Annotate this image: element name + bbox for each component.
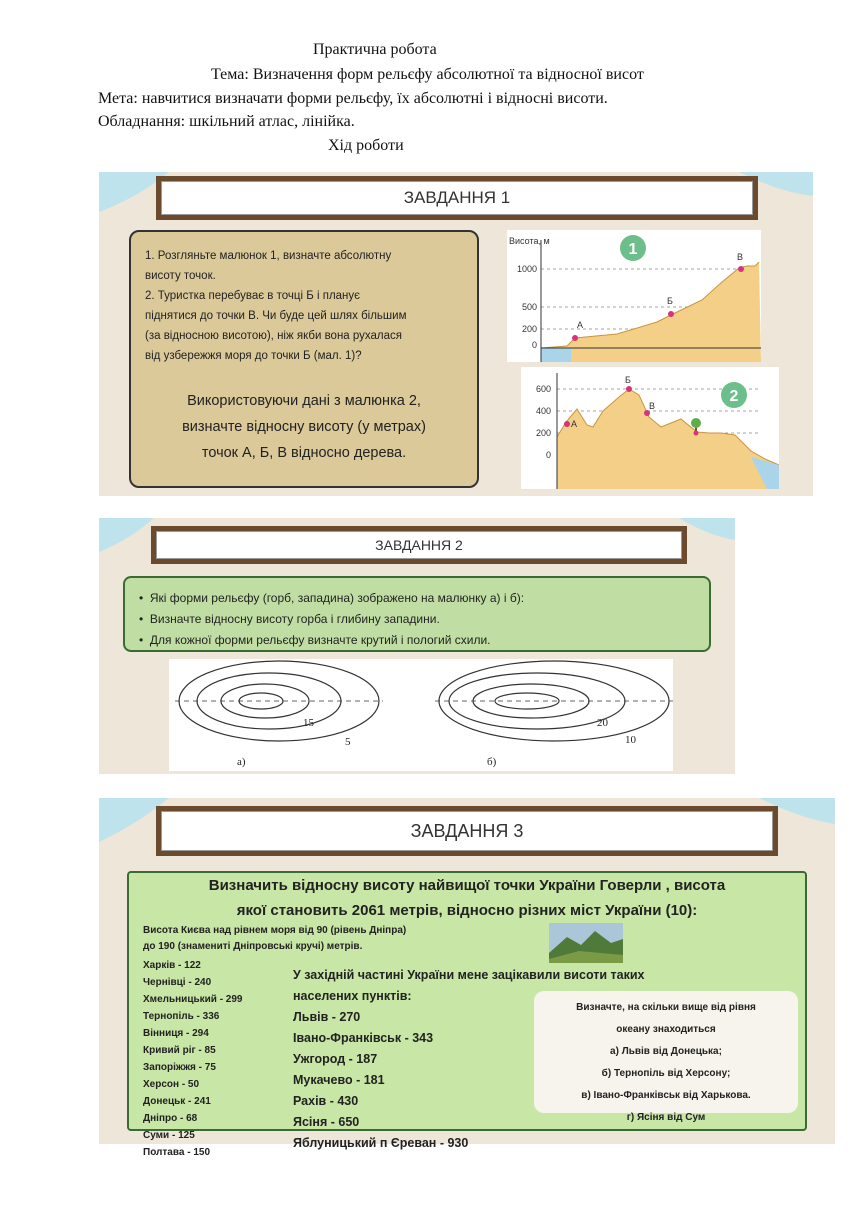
task2-slide [99,518,735,774]
task2-bullet: • Для кожної форми рельєфу визначте крутий і пологий схили. [139,633,491,647]
city-item: Суми - 125 [143,1130,195,1141]
west-item: Івано-Франківськ - 343 [293,1031,434,1045]
task2-title: ЗАВДАННЯ 2 [156,531,682,559]
fig2-tree-point [694,431,699,436]
question-box [534,991,798,1123]
doc-topic: Тема: Визначення форм рельєфу абсолютної та відносної висот [211,66,644,83]
fig2-label: А [571,419,578,429]
question-line: а) Львів від Донецька; [610,1046,722,1057]
task1-line: піднятися до точки В. Чи буде цей шлях більшим [145,310,407,322]
west-item: Рахів - 430 [293,1094,359,1108]
task3-heading: якої становить 2061 метрів, відносно різних міст України (10): [236,902,698,919]
task2-bullet: • Визначте відносну висоту горба і глибину западини. [139,612,440,626]
task3-title-bar [156,806,778,856]
fig2-label: Б [625,375,631,385]
city-item: Херсон - 50 [143,1079,200,1090]
west-item: Мукачево - 181 [293,1073,385,1087]
task1-line: від узбережжя моря до точки Б (мал. 1)? [145,350,362,362]
fig2-point-b [626,386,632,392]
task2-bullet-text: Які форми рельєфу (горб, западина) зображено на малюнку а) і б): [149,591,525,605]
contour-b-label-outer: 10 [625,734,636,746]
task1-big-line: визначте відносну висоту (у метрах) [182,419,426,435]
fig1-tick: 0 [531,340,537,350]
city-item: Хмельницький - 299 [143,994,243,1005]
profile-figure-2 [521,367,779,489]
fig2-tick: 600 [535,384,551,394]
question-line: б) Тернопіль від Херсону; [601,1068,731,1079]
diagram-b-label: б) [487,756,497,768]
task1-line: 1. Розгляньте малюнок 1, визначте абсолютну [145,250,392,262]
fig1-badge-number: 1 [628,241,638,258]
doc-equipment: Обладнання: шкільний атлас, лінійка. [98,113,355,130]
fig1-point-a [572,335,578,341]
task1-line: 2. Туристка перебуває в точці Б і планує [145,290,361,302]
task1-title: ЗАВДАННЯ 1 [161,181,753,215]
west-item: Ясіня - 650 [293,1115,360,1129]
question-line: в) Івано-Франківськ від Харькова. [581,1090,751,1101]
task1-line: (за відносною висотою), ніж якби вона рухалася [145,330,403,342]
fig1-label: А [577,320,584,330]
city-item: Вінниця - 294 [143,1028,209,1039]
fig1-tick: 500 [521,302,537,312]
diagram-a-label: а) [237,756,246,768]
task1-big-line: Використовуючи дані з малюнка 2, [187,393,421,409]
fig2-badge-number: 2 [729,388,739,405]
fig1-label: В [737,252,744,262]
kyiv-line: до 190 (знамениті Дніпровські кручі) метрів. [143,941,363,952]
city-item: Тернопіль - 336 [143,1011,220,1022]
kyiv-line: Висота Києва над рівнем моря від 90 (рівень Дніпра) [143,925,407,936]
doc-title: Практична робота [313,41,437,58]
fig1-point-b [668,311,674,317]
city-item: Чернівці - 240 [143,977,212,988]
fig1-point-v [738,266,744,272]
task1-title-bar [156,176,758,220]
city-item: Харків - 122 [143,960,201,971]
task2-bullet-text: Визначте відносну висоту горба і глибину западини. [149,612,440,626]
west-item: Ужгород - 187 [293,1052,378,1066]
contour-b-label-inner: 20 [597,717,608,729]
task1-textbox [129,230,479,488]
fig2-label: В [649,401,656,411]
fig2-tick: 200 [535,428,551,438]
question-line: г) Ясіня від Сум [626,1112,706,1123]
task3-textbox [127,871,807,1158]
fig2-tick: 0 [545,450,551,460]
city-item: Дніпро - 68 [143,1113,198,1124]
task1-slide [99,172,813,496]
question-line: океану знаходиться [616,1024,716,1035]
contour-a-label-outer: 5 [345,736,351,748]
west-item: Яблуницький п Єреван - 930 [293,1136,469,1150]
task1-big-line: точок А, Б, В відносно дерева. [201,445,407,461]
fig1-tick: 1000 [516,264,537,274]
mountain-photo [549,923,623,963]
city-item: Донецьк - 241 [143,1096,211,1107]
doc-goal: Мета: навчитися визначати форми рельєфу, їх абсолютні і відносні висоти. [98,90,608,107]
doc-progress: Хід роботи [328,137,404,154]
task2-title-bar [151,526,687,564]
task3-title: ЗАВДАННЯ 3 [161,811,773,851]
west-intro: У західній частині України мене зацікавили висоти таких [293,968,645,982]
fig1-axis-label: Висота, м [509,236,550,246]
task2-bullet-text: Для кожної форми рельєфу визначте крутий і пологий схили. [149,633,491,647]
cities-list [143,957,242,1161]
fig2-point-a [564,421,570,427]
city-item: Кривий ріг - 85 [143,1045,216,1056]
task2-textbox [123,576,711,652]
contour-diagrams [169,659,673,771]
task3-heading: Визначить відносну висоту найвищої точки України Говерли , висота [208,877,726,894]
contour-a-label-inner: 15 [303,717,314,729]
fig1-tick: 200 [521,324,537,334]
question-line: Визначте, на скільки вище від рівня [576,1002,756,1013]
fig1-label: Б [667,296,673,306]
west-item: Львів - 270 [293,1010,361,1024]
city-item: Запоріжжя - 75 [143,1062,216,1073]
task1-line: висоту точок. [145,270,216,282]
task2-bullet: • Які форми рельєфу (горб, западина) зображено на малюнку а) і б): [139,591,525,605]
fig2-tick: 400 [535,406,551,416]
city-item: Полтава - 150 [143,1147,211,1158]
task3-slide [99,798,835,1158]
profile-figure-1 [507,230,761,362]
west-intro: населених пунктів: [293,989,412,1003]
